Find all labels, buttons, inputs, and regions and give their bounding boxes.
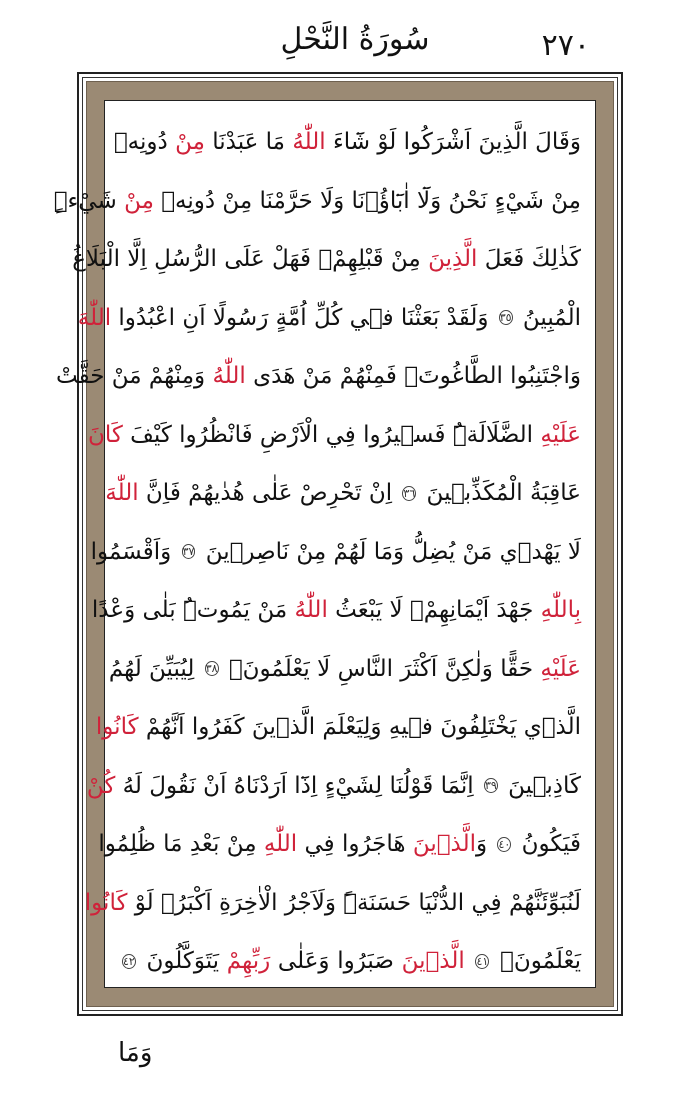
- verse-text: اِنَّمَا قَوْلُنَا لِشَيْءٍ اِذَٓا اَرَدْنَاهُ اَنْ نَقُولَ لَهُ: [115, 772, 481, 799]
- verse-text: فَيَكُونُ: [514, 831, 581, 857]
- verse-text: لَنُبَوِّئَنَّهُمْ فِي الدُّنْيَا حَسَنَةًۜ وَلَاَجْرُ الْاٰخِرَةِ اَكْبَرُۢ لَوْ: [127, 889, 581, 916]
- text-line: [87, 406, 581, 465]
- page-header: [0, 0, 700, 80]
- text-line: [55, 347, 581, 406]
- verse-text: صَبَرُوا وَعَلٰى: [270, 948, 402, 974]
- highlighted-word: اللّٰهِ: [263, 831, 298, 857]
- verse-text: [465, 948, 473, 974]
- verse-text: الْمُبِينُ: [515, 304, 581, 331]
- verse-text: كَاذِب۪ينَ: [500, 772, 581, 799]
- verse-text: جَهْدَ اَيْمَانِهِمْۙ لَا يَبْعَثُ: [327, 597, 541, 623]
- verse-text: الَّذ۪ي يَخْتَلِفُونَ ف۪يهِ وَلِيَعْلَمَ الَّذ۪ينَ كَفَرُوا اَنَّهُمْ: [138, 714, 581, 740]
- text-line: [72, 230, 581, 289]
- verse-text: يَعْلَمُونَۙ: [492, 948, 581, 974]
- highlighted-word: بِاللّٰهِ: [540, 597, 581, 623]
- highlighted-word: عَلَيْهِ: [540, 421, 581, 448]
- verse-text: مِنْ بَعْدِ مَا ظُلِمُوا: [98, 831, 264, 857]
- ayah-number-marker: ٣٥: [499, 311, 512, 324]
- highlighted-word: اللّٰهُ: [212, 363, 246, 389]
- highlighted-word: كَانَ: [87, 421, 123, 448]
- ayah-number-marker: ٣٩: [485, 779, 497, 792]
- highlighted-word: رَبِّهِمْ: [226, 948, 271, 974]
- verse-text: يَتَوَكَّلُونَ: [138, 948, 227, 974]
- text-line: [119, 932, 581, 991]
- verse-text: وَاَقْسَمُوا: [90, 538, 179, 565]
- highlighted-word: مِنْ: [175, 129, 205, 155]
- highlighted-word: اللّٰهَ: [77, 304, 112, 331]
- verse-text: لَا يَهْد۪ي مَنْ يُضِلُّ وَمَا لَهُمْ مِنْ نَاصِر۪ينَ: [198, 538, 581, 565]
- text-line: [95, 698, 581, 757]
- text-line: [91, 581, 581, 640]
- highlighted-word: كَانُوا: [84, 889, 128, 916]
- verse-text: مِنْ شَيْءٍ نَحْنُ وَلَٓا اٰبَٓاؤُ۬نَا وَلَا حَرَّمْنَا مِنْ دُونِهٖ: [153, 187, 581, 214]
- text-line: [113, 113, 581, 172]
- highlighted-word: اللّٰهَ: [105, 480, 139, 506]
- ayah-number-marker: ٤١: [476, 954, 489, 968]
- verse-text: حَقًّا وَلٰكِنَّ اَكْثَرَ النَّاسِ لَا يَعْلَمُونَۙ: [221, 655, 541, 682]
- text-line: [98, 815, 581, 874]
- verse-text: دُونِهٖ: [113, 129, 176, 155]
- highlighted-word: اللّٰهُ: [294, 597, 328, 623]
- text-line: [108, 640, 581, 699]
- verse-text: وَلَقَدْ بَعَثْنَا ف۪ي كُلِّ اُمَّةٍ رَسُولًا اَنِ اعْبُدُوا: [111, 304, 496, 331]
- text-line: [77, 289, 581, 348]
- verse-text: وَمِنْهُمْ مَنْ حَقَّتْ: [55, 363, 213, 389]
- ayah-number-marker: ٣٧: [182, 545, 195, 558]
- verse-text: الضَّلَالَةُۜ فَس۪يرُوا فِي الْاَرْضِ فَانْظُرُوا كَيْفَ: [122, 421, 541, 448]
- ayah-number-marker: ٣٨: [205, 662, 218, 675]
- page-number: ٢٧٠: [541, 28, 590, 63]
- highlighted-word: الَّذِينَ: [428, 246, 478, 272]
- ayah-number-marker: ٤٠: [498, 837, 511, 851]
- verse-text: مَنْ يَمُوتُۜ بَلٰى وَعْدًا: [91, 597, 295, 623]
- highlighted-word: الَّذ۪ينَ: [401, 948, 465, 974]
- text-panel: [53, 100, 596, 988]
- highlighted-word: كَانُوا: [95, 714, 139, 740]
- highlighted-word: الَّذ۪ينَ: [412, 831, 477, 857]
- verse-text: هَاجَرُوا فِي: [297, 831, 413, 857]
- highlighted-word: عَلَيْهِ: [540, 655, 581, 682]
- verse-text: وَ: [476, 831, 495, 857]
- highlighted-word: اللّٰهُ: [292, 129, 326, 155]
- text-line: [84, 874, 581, 933]
- verse-text: وَقَالَ الَّذِينَ اَشْرَكُوا لَوْ شَٓاءَ: [325, 129, 581, 155]
- surah-title: سُورَةُ النَّحْلِ: [280, 22, 430, 57]
- catchword: وَمَا: [118, 1038, 153, 1068]
- highlighted-word: مِنْ: [124, 187, 154, 214]
- verse-text: شَيْءٍۜ: [53, 187, 125, 214]
- text-line: [105, 464, 581, 523]
- verse-text: اِنْ تَحْرِصْ عَلٰى هُدٰيهُمْ فَاِنَّ: [138, 480, 400, 506]
- verse-text: مِنْ قَبْلِهِمْۚ فَهَلْ عَلَى الرُّسُلِ اِلَّا الْبَلَاغُ: [72, 246, 429, 272]
- verse-text: عَاقِبَةُ الْمُكَذِّب۪ينَ: [419, 480, 581, 506]
- text-line: [53, 172, 581, 231]
- text-lines: [53, 113, 581, 991]
- highlighted-word: كُنْ: [86, 772, 116, 799]
- verse-text: مَا عَبَدْنَا: [204, 129, 293, 155]
- text-line: [90, 523, 581, 582]
- verse-text: لِيُبَيِّنَ لَهُمُ: [108, 655, 202, 682]
- verse-text: كَذٰلِكَ فَعَلَ: [477, 246, 581, 272]
- ayah-number-marker: ٣٦: [403, 486, 416, 500]
- text-line: [86, 757, 581, 816]
- verse-text: وَاجْتَنِبُوا الطَّاغُوتَۚ فَمِنْهُمْ مَنْ هَدَى: [245, 363, 581, 389]
- ayah-number-marker: ٤٢: [123, 954, 135, 968]
